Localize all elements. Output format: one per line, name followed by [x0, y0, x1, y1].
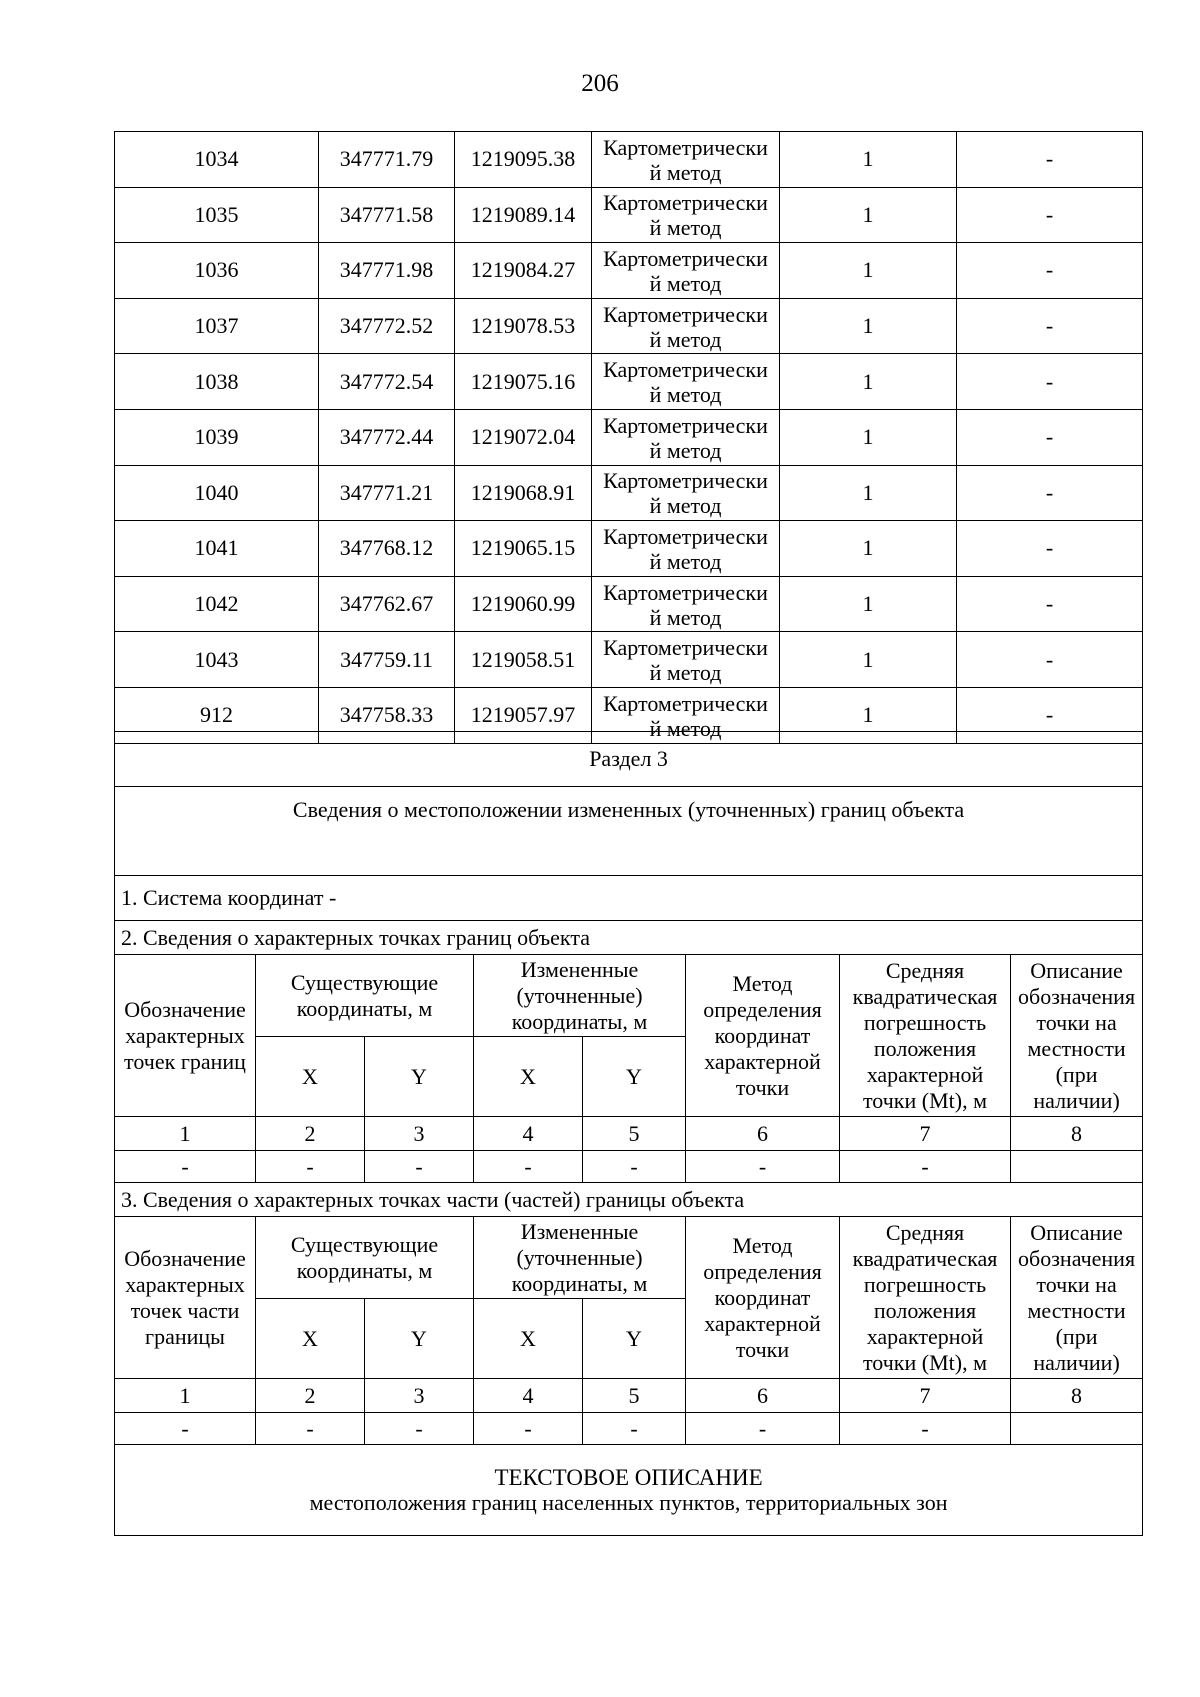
- header-y: Y: [583, 1299, 686, 1379]
- text-description-block: [115, 1445, 1143, 1536]
- header-y: Y: [365, 1037, 474, 1117]
- point-description: -: [957, 465, 1143, 521]
- method-line: Картометрически: [603, 245, 768, 271]
- point-id: 1038: [115, 354, 319, 410]
- point-accuracy: 1: [780, 521, 957, 577]
- page-number: 206: [581, 70, 619, 97]
- cell-value: -: [583, 1413, 686, 1445]
- point-y: 1219084.27: [455, 243, 592, 299]
- header-changed-coords: Измененные (уточненные) координаты, м: [474, 1217, 686, 1299]
- point-y: 1219065.15: [455, 521, 592, 577]
- point-x: 347772.54: [319, 354, 455, 410]
- point-id: 1040: [115, 465, 319, 521]
- block2-title: 2. Сведения о характерных точках границ объекта: [115, 921, 1143, 955]
- cell-value: -: [474, 1151, 583, 1183]
- text-description-title: ТЕКСТОВОЕ ОПИСАНИЕ: [494, 1465, 763, 1490]
- point-y: 1219089.14: [455, 187, 592, 243]
- point-description: -: [957, 187, 1143, 243]
- column-number: 7: [840, 1117, 1011, 1151]
- point-row: [115, 632, 1143, 688]
- header-x: X: [256, 1299, 365, 1379]
- point-y: 1219075.16: [455, 354, 592, 410]
- cell-value: -: [115, 1413, 256, 1445]
- point-id: 1043: [115, 632, 319, 688]
- point-accuracy: 1: [780, 187, 957, 243]
- header-existing-coords: Существующие координаты, м: [256, 1217, 474, 1299]
- point-id: 1035: [115, 187, 319, 243]
- method-line: Картометрически: [603, 190, 768, 216]
- point-y: 1219078.53: [455, 298, 592, 354]
- header-x: X: [256, 1037, 365, 1117]
- column-number: 4: [474, 1379, 583, 1413]
- method-line: Картометрически: [603, 412, 768, 438]
- point-method: [592, 632, 780, 688]
- point-description: -: [957, 521, 1143, 577]
- point-x: 347768.12: [319, 521, 455, 577]
- point-accuracy: 1: [780, 243, 957, 299]
- column-number: 7: [840, 1379, 1011, 1413]
- header-designation-part: Обозначение характерных точек части границы: [115, 1217, 256, 1379]
- cell-value: [1011, 1413, 1143, 1445]
- point-row: [115, 132, 1143, 188]
- cell-value: -: [256, 1151, 365, 1183]
- method-line: й метод: [649, 270, 722, 296]
- column-number: 8: [1011, 1117, 1143, 1151]
- point-id: 1039: [115, 409, 319, 465]
- method-line: Картометрически: [603, 523, 768, 549]
- points-table: [114, 131, 1143, 744]
- point-y: 1219058.51: [455, 632, 592, 688]
- column-number: 1: [115, 1379, 256, 1413]
- column-number: 3: [365, 1379, 474, 1413]
- point-method: [592, 187, 780, 243]
- point-row: [115, 521, 1143, 577]
- header-y: Y: [365, 1299, 474, 1379]
- cell-value: -: [840, 1413, 1011, 1445]
- point-x: 347771.21: [319, 465, 455, 521]
- point-x: 347771.98: [319, 243, 455, 299]
- column-number: 3: [365, 1117, 474, 1151]
- point-accuracy: 1: [780, 298, 957, 354]
- point-method: [592, 132, 780, 188]
- point-method: [592, 521, 780, 577]
- cell-value: -: [365, 1151, 474, 1183]
- text-description-subtitle: местоположения границ населенных пунктов, территориальных зон: [309, 1490, 948, 1515]
- point-accuracy: 1: [780, 132, 957, 188]
- header-changed-coords: Измененные (уточненные) координаты, м: [474, 955, 686, 1037]
- point-id: 1034: [115, 132, 319, 188]
- header-method: Метод определения координат характерной точки: [686, 955, 840, 1117]
- header-x: X: [474, 1037, 583, 1117]
- point-description: -: [957, 243, 1143, 299]
- column-number: 4: [474, 1117, 583, 1151]
- point-row: [115, 576, 1143, 632]
- column-number: 5: [583, 1117, 686, 1151]
- header-description: Описание обозначения точки на местности (при наличии): [1011, 955, 1143, 1117]
- cell-value: -: [365, 1413, 474, 1445]
- method-line: й метод: [649, 604, 722, 630]
- point-accuracy: 1: [780, 632, 957, 688]
- point-id: 1037: [115, 298, 319, 354]
- point-description: -: [957, 132, 1143, 188]
- header-accuracy: Средняя квадратическая погрешность положения характерной точки (Mt), м: [840, 955, 1011, 1117]
- method-line: Картометрически: [603, 635, 768, 661]
- cell-value: -: [686, 1413, 840, 1445]
- method-line: Картометрически: [603, 690, 768, 716]
- point-description: -: [957, 409, 1143, 465]
- column-numbers-row: [115, 1379, 1143, 1413]
- column-number: 6: [686, 1379, 840, 1413]
- method-line: й метод: [649, 660, 722, 686]
- method-line: й метод: [649, 382, 722, 408]
- column-number: 5: [583, 1379, 686, 1413]
- point-row: [115, 243, 1143, 299]
- method-line: й метод: [649, 548, 722, 574]
- header-designation: Обозначение характерных точек границ: [115, 955, 256, 1117]
- method-line: й метод: [649, 437, 722, 463]
- point-description: -: [957, 687, 1143, 743]
- cell-value: -: [840, 1151, 1011, 1183]
- point-y: 1219068.91: [455, 465, 592, 521]
- point-description: -: [957, 354, 1143, 410]
- point-accuracy: 1: [780, 687, 957, 743]
- point-x: 347759.11: [319, 632, 455, 688]
- cell-value: -: [256, 1413, 365, 1445]
- point-y: 1219060.99: [455, 576, 592, 632]
- point-y: 1219057.97: [455, 687, 592, 743]
- point-x: 347772.44: [319, 409, 455, 465]
- point-accuracy: 1: [780, 354, 957, 410]
- point-description: -: [957, 298, 1143, 354]
- header-method: Метод определения координат характерной точки: [686, 1217, 840, 1379]
- method-line: й метод: [649, 326, 722, 352]
- point-id: 1036: [115, 243, 319, 299]
- header-accuracy: Средняя квадратическая погрешность положения характерной точки (Mt), м: [840, 1217, 1011, 1379]
- header-existing-coords: Существующие координаты, м: [256, 955, 474, 1037]
- method-line: Картометрически: [603, 134, 768, 160]
- column-number: 8: [1011, 1379, 1143, 1413]
- point-method: [592, 409, 780, 465]
- method-line: й метод: [649, 215, 722, 241]
- block3-title: 3. Сведения о характерных точках части (частей) границы объекта: [115, 1183, 1143, 1217]
- point-description: -: [957, 632, 1143, 688]
- point-id: 912: [115, 687, 319, 743]
- section-subtitle: Сведения о местоположении измененных (уточненных) границ объекта: [115, 787, 1143, 876]
- point-id: 1041: [115, 521, 319, 577]
- point-method: [592, 354, 780, 410]
- cell-value: -: [474, 1413, 583, 1445]
- point-x: 347762.67: [319, 576, 455, 632]
- cell-value: -: [115, 1151, 256, 1183]
- point-row: [115, 409, 1143, 465]
- column-numbers-row: [115, 1117, 1143, 1151]
- method-line: й метод: [649, 715, 722, 741]
- point-method: [592, 576, 780, 632]
- point-row: [115, 298, 1143, 354]
- header-y: Y: [583, 1037, 686, 1117]
- point-method: [592, 243, 780, 299]
- cell-value: -: [686, 1151, 840, 1183]
- point-id: 1042: [115, 576, 319, 632]
- method-line: Картометрически: [603, 301, 768, 327]
- empty-data-row: [115, 1151, 1143, 1183]
- point-row: [115, 354, 1143, 410]
- header-description: Описание обозначения точки на местности (при наличии): [1011, 1217, 1143, 1379]
- empty-data-row: [115, 1413, 1143, 1445]
- point-accuracy: 1: [780, 576, 957, 632]
- point-x: 347758.33: [319, 687, 455, 743]
- cell-value: -: [583, 1151, 686, 1183]
- point-description: -: [957, 576, 1143, 632]
- point-y: 1219095.38: [455, 132, 592, 188]
- point-method: [592, 298, 780, 354]
- method-line: Картометрически: [603, 357, 768, 383]
- point-method: [592, 465, 780, 521]
- point-accuracy: 1: [780, 465, 957, 521]
- section3-table: [114, 731, 1143, 1536]
- point-row: [115, 465, 1143, 521]
- point-row: [115, 187, 1143, 243]
- column-number: 1: [115, 1117, 256, 1151]
- point-x: 347772.52: [319, 298, 455, 354]
- coord-system: 1. Система координат -: [115, 876, 1143, 921]
- point-x: 347771.79: [319, 132, 455, 188]
- method-line: Картометрически: [603, 468, 768, 494]
- column-number: 2: [256, 1117, 365, 1151]
- point-accuracy: 1: [780, 409, 957, 465]
- column-number: 2: [256, 1379, 365, 1413]
- method-line: Картометрически: [603, 579, 768, 605]
- method-line: й метод: [649, 159, 722, 185]
- point-y: 1219072.04: [455, 409, 592, 465]
- method-line: й метод: [649, 493, 722, 519]
- cell-value: [1011, 1151, 1143, 1183]
- header-x: X: [474, 1299, 583, 1379]
- point-x: 347771.58: [319, 187, 455, 243]
- column-number: 6: [686, 1117, 840, 1151]
- section-title: Раздел 3: [115, 732, 1143, 787]
